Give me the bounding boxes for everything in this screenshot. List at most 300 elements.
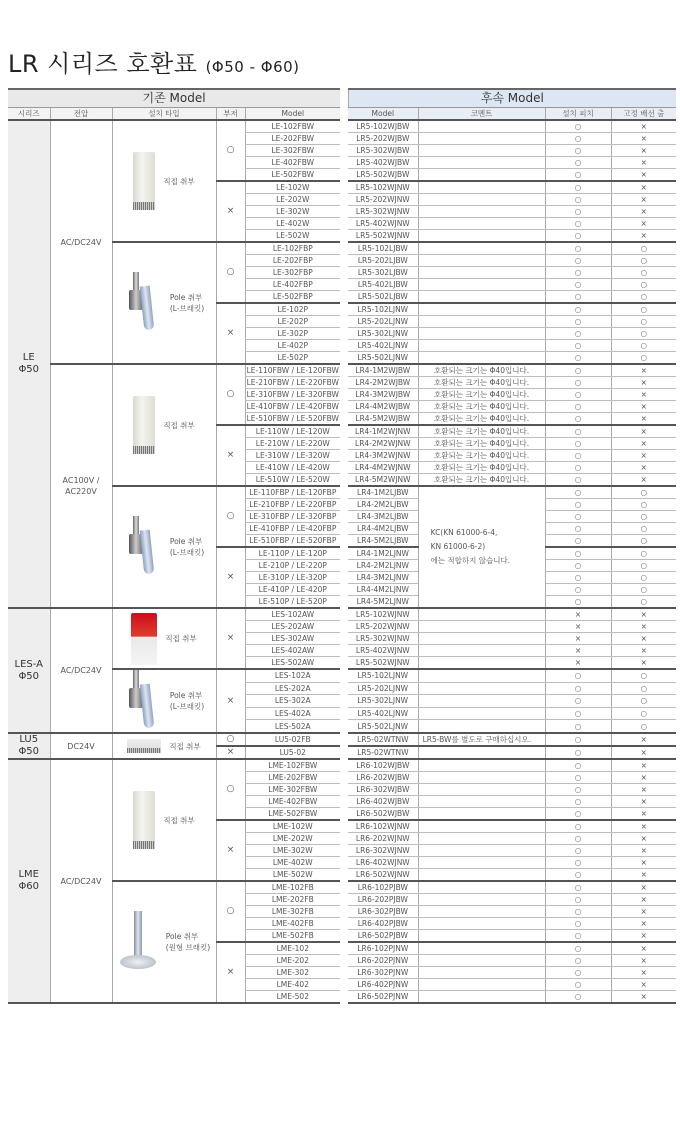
new-model: LR4-5M2WJBW bbox=[348, 413, 418, 426]
install-pitch: ○ bbox=[545, 560, 611, 572]
buzzer-cell: × bbox=[216, 942, 245, 1003]
comment-cell bbox=[418, 206, 545, 218]
col-fixed-wiring: 고정 배선 출 bbox=[611, 108, 676, 121]
old-model: LE-410FBW / LE-420FBW bbox=[246, 402, 339, 411]
new-model: LR5-102WJNW bbox=[348, 608, 418, 621]
voltage-cell bbox=[50, 364, 112, 608]
lme-pole-light-image bbox=[118, 911, 158, 973]
old-model: LME-202FBW bbox=[245, 772, 340, 784]
new-model: LR5-402LJNW bbox=[348, 707, 418, 720]
fixed-wiring: × bbox=[611, 120, 676, 133]
new-model: LR5-102LJBW bbox=[348, 242, 418, 255]
new-model: LR5-302LJNW bbox=[348, 328, 418, 340]
old-model: LE-110FBW / LE-120FBW bbox=[246, 366, 339, 375]
fixed-wiring: ○ bbox=[611, 279, 676, 291]
install-type bbox=[113, 911, 216, 973]
new-model-group-header: 후속 Model bbox=[348, 89, 676, 108]
comment-cell bbox=[418, 633, 545, 645]
gap bbox=[340, 621, 348, 633]
install-pitch: ○ bbox=[545, 377, 611, 389]
gap bbox=[340, 133, 348, 145]
fixed-wiring: × bbox=[611, 991, 676, 1004]
install-type bbox=[113, 152, 216, 210]
old-model: LME-402FB bbox=[245, 918, 340, 930]
new-model: LR5-02WTNW bbox=[348, 733, 418, 746]
comment-cell bbox=[418, 157, 545, 169]
buzzer-cell: ○ bbox=[216, 881, 245, 942]
fixed-wiring: ○ bbox=[611, 486, 676, 499]
new-model: LR4-5M2WJNW bbox=[348, 474, 418, 487]
gap bbox=[340, 560, 348, 572]
install-pitch: ○ bbox=[545, 340, 611, 352]
new-model: LR6-502PJNW bbox=[348, 991, 418, 1004]
install-pitch: ○ bbox=[545, 584, 611, 596]
install-pitch: ○ bbox=[545, 955, 611, 967]
new-model: LR5-502WJNW bbox=[348, 230, 418, 243]
install-pitch: ○ bbox=[545, 157, 611, 169]
install-pitch: ○ bbox=[545, 133, 611, 145]
old-model: LME-402 bbox=[245, 979, 340, 991]
table-row bbox=[8, 759, 676, 772]
gap bbox=[340, 894, 348, 906]
fixed-wiring: × bbox=[611, 733, 676, 746]
comment-cell bbox=[418, 759, 545, 772]
install-pitch: ○ bbox=[545, 169, 611, 182]
series-name: LU5 Φ50 bbox=[18, 734, 40, 757]
install-pitch: ○ bbox=[545, 523, 611, 535]
white-light-image bbox=[133, 396, 155, 454]
old-model: LES-502A bbox=[245, 720, 340, 733]
gap bbox=[340, 645, 348, 657]
page-title bbox=[8, 44, 300, 79]
install-type-cell bbox=[112, 486, 216, 608]
gap bbox=[340, 377, 348, 389]
gap bbox=[340, 979, 348, 991]
install-pitch: ○ bbox=[545, 486, 611, 499]
new-model: LR6-102WJBW bbox=[348, 759, 418, 772]
install-pitch: ○ bbox=[545, 474, 611, 487]
comment-cell bbox=[418, 820, 545, 833]
fixed-wiring: ○ bbox=[611, 682, 676, 695]
compatibility-table bbox=[8, 88, 676, 1004]
fixed-wiring: × bbox=[611, 955, 676, 967]
fixed-wiring: × bbox=[611, 869, 676, 882]
new-model: LR5-102WJBW bbox=[348, 120, 418, 133]
col-new-model: Model bbox=[348, 108, 418, 121]
install-type bbox=[113, 670, 216, 732]
fixed-wiring: × bbox=[611, 633, 676, 645]
gap bbox=[340, 584, 348, 596]
comment-cell bbox=[418, 796, 545, 808]
new-model: LR5-402LJNW bbox=[348, 340, 418, 352]
old-model: LME-402FBW bbox=[245, 796, 340, 808]
new-model: LR6-502WJNW bbox=[348, 869, 418, 882]
comment-cell bbox=[418, 772, 545, 784]
fixed-wiring: × bbox=[611, 145, 676, 157]
comment-cell bbox=[418, 894, 545, 906]
gap bbox=[340, 881, 348, 894]
comment-cell bbox=[418, 682, 545, 695]
install-pitch: × bbox=[545, 621, 611, 633]
col-comment: 코멘트 bbox=[418, 108, 545, 121]
gap bbox=[340, 759, 348, 772]
series-name: LME Φ60 bbox=[18, 869, 40, 892]
fixed-wiring: ○ bbox=[611, 242, 676, 255]
old-model: LE-310FBP / LE-320FBP bbox=[245, 511, 340, 523]
buzzer-cell: × bbox=[216, 425, 245, 486]
comment-cell: LR5-BW를 별도로 구매하십시오. bbox=[418, 733, 545, 746]
install-pitch: ○ bbox=[545, 255, 611, 267]
buzzer-cell: × bbox=[216, 669, 245, 733]
gap bbox=[340, 535, 348, 548]
gap bbox=[340, 169, 348, 182]
new-model: LR5-102LJNW bbox=[348, 303, 418, 316]
fixed-wiring: × bbox=[611, 967, 676, 979]
install-pitch: ○ bbox=[545, 303, 611, 316]
old-model: LME-502FBW bbox=[245, 808, 340, 821]
series-cell bbox=[8, 759, 50, 1003]
fixed-wiring: × bbox=[611, 759, 676, 772]
install-pitch: ○ bbox=[545, 291, 611, 304]
gap bbox=[340, 720, 348, 733]
install-type bbox=[113, 791, 216, 849]
gap bbox=[340, 145, 348, 157]
old-model: LE-202P bbox=[245, 316, 340, 328]
install-type-cell bbox=[112, 120, 216, 242]
comment-cell bbox=[418, 869, 545, 882]
fixed-wiring: × bbox=[611, 657, 676, 670]
comment-cell bbox=[418, 808, 545, 821]
gap bbox=[340, 242, 348, 255]
fixed-wiring: × bbox=[611, 474, 676, 487]
install-pitch: ○ bbox=[545, 572, 611, 584]
old-model: LME-502FB bbox=[245, 930, 340, 943]
comment-cell bbox=[418, 608, 545, 621]
new-model: LR5-502LJBW bbox=[348, 291, 418, 304]
install-pitch: ○ bbox=[545, 206, 611, 218]
col-install-pitch: 설치 피치 bbox=[545, 108, 611, 121]
new-model: LR4-3M2LJNW bbox=[348, 572, 418, 584]
fixed-wiring: ○ bbox=[611, 255, 676, 267]
fixed-wiring: ○ bbox=[611, 560, 676, 572]
old-model: LME-502 bbox=[245, 991, 340, 1004]
gap bbox=[340, 772, 348, 784]
new-model: LR5-202WJNW bbox=[348, 194, 418, 206]
install-pitch: ○ bbox=[545, 596, 611, 609]
new-model: LR5-102WJNW bbox=[348, 181, 418, 194]
old-model: LE-202FBW bbox=[245, 133, 340, 145]
buzzer-cell: × bbox=[216, 303, 245, 364]
fixed-wiring: × bbox=[611, 608, 676, 621]
install-pitch: ○ bbox=[545, 869, 611, 882]
series-cell bbox=[8, 120, 50, 608]
fixed-wiring: × bbox=[611, 462, 676, 474]
buzzer-cell: ○ bbox=[216, 486, 245, 547]
install-pitch: ○ bbox=[545, 462, 611, 474]
install-type-label: Pole 취부 (L-브래킷) bbox=[169, 537, 205, 557]
new-model: LR6-202PJNW bbox=[348, 955, 418, 967]
table-body bbox=[8, 120, 676, 1003]
install-type-cell bbox=[112, 733, 216, 759]
comment-cell bbox=[418, 707, 545, 720]
comment-cell: 호환되는 크기는 Φ40입니다. bbox=[418, 389, 545, 401]
old-model: LE-210W / LE-220W bbox=[245, 438, 340, 450]
comment-cell: 호환되는 크기는 Φ40입니다. bbox=[418, 364, 545, 377]
install-pitch: ○ bbox=[545, 733, 611, 746]
install-pitch: ○ bbox=[545, 881, 611, 894]
old-model: LE-102FBW bbox=[245, 120, 340, 133]
fixed-wiring: × bbox=[611, 930, 676, 943]
install-pitch: ○ bbox=[545, 279, 611, 291]
install-pitch: × bbox=[545, 608, 611, 621]
old-model: LME-102FB bbox=[245, 881, 340, 894]
install-type bbox=[113, 516, 216, 578]
install-pitch: ○ bbox=[545, 499, 611, 511]
fixed-wiring: × bbox=[611, 438, 676, 450]
comment-cell bbox=[418, 316, 545, 328]
gap bbox=[340, 930, 348, 943]
old-model: LES-402AW bbox=[245, 645, 340, 657]
gap bbox=[340, 120, 348, 133]
old-model: LME-202 bbox=[245, 955, 340, 967]
fixed-wiring: × bbox=[611, 425, 676, 438]
gap bbox=[340, 808, 348, 821]
gap bbox=[340, 695, 348, 708]
old-model: LE-502W bbox=[245, 230, 340, 243]
buzzer-cell: × bbox=[216, 547, 245, 608]
install-type-cell bbox=[112, 608, 216, 669]
old-model: LE-210P / LE-220P bbox=[245, 560, 340, 572]
fixed-wiring: × bbox=[611, 784, 676, 796]
fixed-wiring: × bbox=[611, 377, 676, 389]
new-model: LR6-102PJNW bbox=[348, 942, 418, 955]
table-row bbox=[8, 608, 676, 621]
old-model: LE-402FBW bbox=[245, 157, 340, 169]
comment-cell bbox=[418, 291, 545, 304]
fixed-wiring: ○ bbox=[611, 707, 676, 720]
comment-cell bbox=[418, 967, 545, 979]
old-model: LE-110FBP / LE-120FBP bbox=[245, 486, 340, 499]
install-pitch: ○ bbox=[545, 906, 611, 918]
comment-cell bbox=[418, 255, 545, 267]
fixed-wiring: × bbox=[611, 450, 676, 462]
old-model: LES-302AW bbox=[245, 633, 340, 645]
old-model: LE-510W / LE-520W bbox=[245, 474, 340, 487]
pole-light-image bbox=[124, 272, 162, 334]
old-model: LES-502AW bbox=[245, 657, 340, 670]
buzzer-cell: ○ bbox=[216, 759, 245, 820]
pole-light-image bbox=[124, 516, 162, 578]
lu5-light-image bbox=[127, 739, 161, 753]
install-pitch: ○ bbox=[545, 547, 611, 560]
install-pitch: ○ bbox=[545, 181, 611, 194]
white-light-image bbox=[133, 791, 155, 849]
fixed-wiring: ○ bbox=[611, 328, 676, 340]
fixed-wiring: × bbox=[611, 894, 676, 906]
gap bbox=[340, 547, 348, 560]
col-voltage: 전압 bbox=[50, 108, 112, 121]
gap bbox=[340, 796, 348, 808]
fixed-wiring: × bbox=[611, 942, 676, 955]
install-pitch: × bbox=[545, 657, 611, 670]
old-model: LE-402P bbox=[245, 340, 340, 352]
install-pitch: ○ bbox=[545, 511, 611, 523]
old-model: LE-410FBP / LE-420FBP bbox=[245, 523, 340, 535]
old-model: LU5-02FB bbox=[245, 733, 340, 746]
new-model: LR5-202WJNW bbox=[348, 621, 418, 633]
new-model: LR4-1M2LJBW bbox=[348, 486, 418, 499]
new-model: LR4-4M2LJNW bbox=[348, 584, 418, 596]
voltage-cell bbox=[50, 733, 112, 759]
comment-cell bbox=[418, 328, 545, 340]
gap bbox=[340, 918, 348, 930]
new-model: LR6-102PJBW bbox=[348, 881, 418, 894]
new-model: LR5-302WJBW bbox=[348, 145, 418, 157]
fixed-wiring: × bbox=[611, 413, 676, 426]
comment-cell: 호환되는 크기는 Φ40입니다. bbox=[418, 438, 545, 450]
comment-cell bbox=[418, 695, 545, 708]
fixed-wiring: ○ bbox=[611, 316, 676, 328]
comment-cell bbox=[418, 906, 545, 918]
gap bbox=[340, 255, 348, 267]
buzzer-cell: × bbox=[216, 820, 245, 881]
gap bbox=[340, 955, 348, 967]
install-pitch: ○ bbox=[545, 535, 611, 548]
fixed-wiring: × bbox=[611, 169, 676, 182]
new-model: LR4-1M2LJNW bbox=[348, 547, 418, 560]
new-model: LR6-202WJNW bbox=[348, 833, 418, 845]
install-pitch: ○ bbox=[545, 707, 611, 720]
comment-cell bbox=[418, 279, 545, 291]
gap bbox=[340, 596, 348, 609]
install-pitch: ○ bbox=[545, 720, 611, 733]
gap bbox=[340, 657, 348, 670]
new-model: LR5-202LJNW bbox=[348, 316, 418, 328]
new-model: LR6-502PJBW bbox=[348, 930, 418, 943]
old-model: LE-310P / LE-320P bbox=[245, 572, 340, 584]
gap bbox=[340, 181, 348, 194]
old-model: LME-202W bbox=[245, 833, 340, 845]
old-model: LE-410W / LE-420W bbox=[245, 462, 340, 474]
voltage-cell bbox=[50, 759, 112, 1003]
install-pitch: ○ bbox=[545, 845, 611, 857]
fixed-wiring: × bbox=[611, 194, 676, 206]
install-pitch: ○ bbox=[545, 669, 611, 682]
fixed-wiring: ○ bbox=[611, 669, 676, 682]
comment-cell bbox=[418, 194, 545, 206]
gap bbox=[340, 218, 348, 230]
comment-cell bbox=[418, 218, 545, 230]
comment-cell: 호환되는 크기는 Φ40입니다. bbox=[418, 401, 545, 413]
install-pitch: ○ bbox=[545, 894, 611, 906]
old-model: LE-502FBP bbox=[245, 291, 340, 304]
gap bbox=[340, 784, 348, 796]
install-pitch: ○ bbox=[545, 857, 611, 869]
new-model: LR5-502LJNW bbox=[348, 352, 418, 365]
comment-cell bbox=[418, 621, 545, 633]
new-model: LR6-302WJNW bbox=[348, 845, 418, 857]
comment-cell bbox=[418, 991, 545, 1004]
gap bbox=[340, 267, 348, 279]
new-model: LR4-2M2WJNW bbox=[348, 438, 418, 450]
old-model: LE-310FBW / LE-320FBW bbox=[246, 390, 339, 399]
fixed-wiring: ○ bbox=[611, 572, 676, 584]
old-model: LE-110W / LE-120W bbox=[245, 425, 340, 438]
title-text: LR 시리즈 호환표 bbox=[8, 50, 198, 78]
install-pitch: ○ bbox=[545, 918, 611, 930]
new-model: LR4-4M2LJBW bbox=[348, 523, 418, 535]
comment-cell bbox=[418, 918, 545, 930]
fixed-wiring: ○ bbox=[611, 523, 676, 535]
buzzer-cell: × bbox=[216, 746, 245, 759]
fixed-wiring: ○ bbox=[611, 547, 676, 560]
buzzer-cell: ○ bbox=[216, 120, 245, 181]
fixed-wiring: ○ bbox=[611, 695, 676, 708]
new-model: LR6-402PJBW bbox=[348, 918, 418, 930]
gap bbox=[340, 707, 348, 720]
gap bbox=[340, 669, 348, 682]
install-type-label: 직접 취부 bbox=[169, 741, 201, 751]
new-model: LR5-402WJNW bbox=[348, 645, 418, 657]
gap bbox=[340, 633, 348, 645]
new-model: LR4-2M2LJNW bbox=[348, 560, 418, 572]
series-name: LES-A Φ50 bbox=[14, 658, 43, 682]
fixed-wiring: × bbox=[611, 206, 676, 218]
old-model: LES-202AW bbox=[245, 621, 340, 633]
new-model: LR6-302PJBW bbox=[348, 906, 418, 918]
fixed-wiring: × bbox=[611, 181, 676, 194]
new-model: LR5-202WJBW bbox=[348, 133, 418, 145]
new-model: LR6-302PJNW bbox=[348, 967, 418, 979]
gap bbox=[340, 474, 348, 487]
gap bbox=[340, 746, 348, 759]
fixed-wiring: ○ bbox=[611, 535, 676, 548]
gap bbox=[340, 733, 348, 746]
install-pitch: ○ bbox=[545, 328, 611, 340]
install-pitch: ○ bbox=[545, 401, 611, 413]
old-model: LME-502W bbox=[245, 869, 340, 882]
fixed-wiring: × bbox=[611, 157, 676, 169]
gap bbox=[340, 157, 348, 169]
new-model: LR5-502LJNW bbox=[348, 720, 418, 733]
new-model: LR6-502WJBW bbox=[348, 808, 418, 821]
white-light-image bbox=[133, 152, 155, 210]
fixed-wiring: ○ bbox=[611, 291, 676, 304]
voltage-label: AC/DC24V bbox=[60, 237, 102, 247]
old-model: LME-302FBW bbox=[245, 784, 340, 796]
old-model: LES-402A bbox=[245, 707, 340, 720]
fixed-wiring: × bbox=[611, 881, 676, 894]
voltage-cell bbox=[50, 608, 112, 733]
comment-cell bbox=[418, 955, 545, 967]
new-model: LR6-102WJNW bbox=[348, 820, 418, 833]
comment-cell: 호환되는 크기는 Φ40입니다. bbox=[418, 413, 545, 426]
comment-cell bbox=[418, 784, 545, 796]
gap bbox=[340, 413, 348, 426]
install-type-label: Pole 취부 (L-브래킷) bbox=[169, 293, 205, 313]
gap bbox=[340, 486, 348, 499]
install-pitch: ○ bbox=[545, 991, 611, 1004]
old-model: LES-102A bbox=[245, 669, 340, 682]
fixed-wiring: × bbox=[611, 796, 676, 808]
install-pitch: ○ bbox=[545, 967, 611, 979]
fixed-wiring: × bbox=[611, 772, 676, 784]
new-model: LR4-4M2WJNW bbox=[348, 462, 418, 474]
gap bbox=[340, 364, 348, 377]
new-model: LR6-402PJNW bbox=[348, 979, 418, 991]
gap bbox=[340, 869, 348, 882]
install-type-label: Pole 취부 (L-브래킷) bbox=[169, 691, 205, 711]
